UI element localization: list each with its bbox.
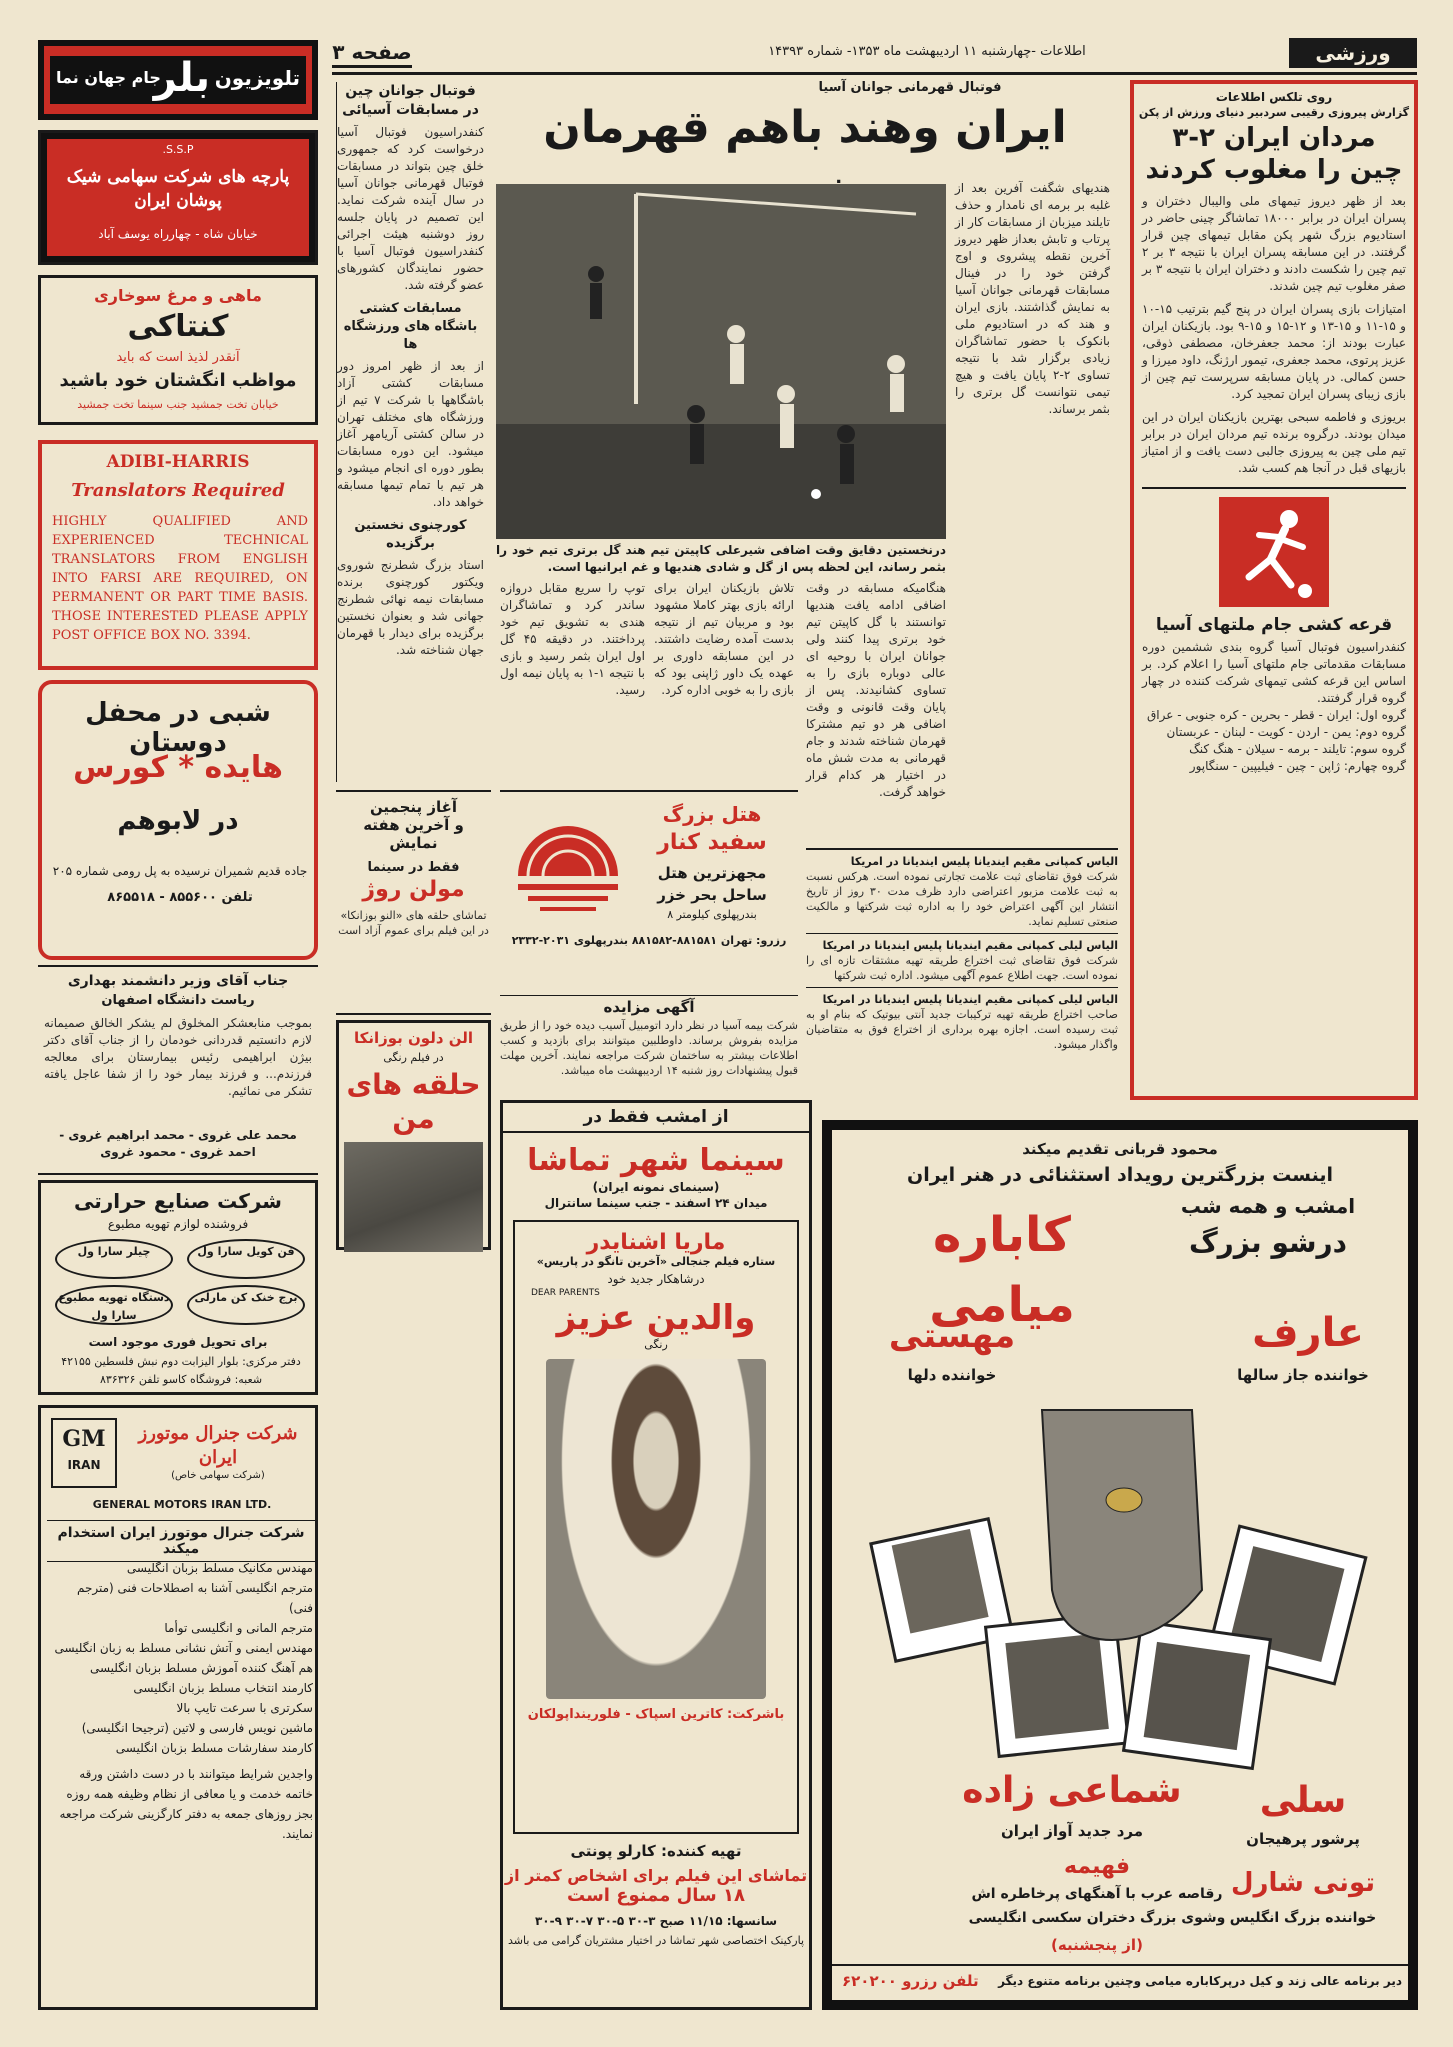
ad-gm-name-en: GENERAL MOTORS IRAN LTD.: [92, 1498, 272, 1511]
cabaret-line2: امشب و همه شب: [1180, 1194, 1356, 1218]
alain-title: حلقه های من: [346, 1068, 481, 1135]
molin-name: مولن روژ: [362, 877, 465, 902]
ad-party-line3: در لابوهم: [117, 806, 239, 836]
molin-line1: آغاز پنجمین: [369, 798, 458, 816]
cabaret-fahimeh-sub: رقاصه عرب با آهنگهای پرخاطره اش: [971, 1886, 1223, 1902]
cabaret-name: کاباره میامی: [929, 1207, 1075, 1333]
ad-heating-item: دستگاه تهویه مطبوع سارا ول: [55, 1285, 173, 1325]
ad-restaurant-line5: خیابان تخت جمشید جنب سینما تخت جمشید: [77, 398, 279, 411]
ad-heating: [38, 1180, 318, 1395]
youth-china-sub: مسابقات کشتی باشگاه های ورزشگاه ها: [343, 301, 478, 352]
cabaret-mahasti: مهستی: [888, 1316, 1016, 1356]
molin-note: تماشای حلقه های «النو بوزانکا» در این فیلم برای عموم آزاد است: [338, 909, 489, 937]
ad-cinema-tamasha: [500, 1100, 812, 2010]
ad-party: [38, 680, 318, 960]
ad-translators-body: HIGHLY QUALIFIED AND EXPERIENCED TECHNICAL TRANSLATORS FROM ENGLISH INTO FARSI ARE REQUIRED, ON PERMANENT OR PART TIME BASIS. THOSE INTERESTED PLEASE APPLY POST OFFICE BOX NO. 3394.: [52, 514, 308, 643]
ad-gm: [38, 1405, 318, 2010]
ad-cabaret: [822, 1120, 1418, 2010]
volley-headline1: مردان ایران ۲-۳: [1172, 123, 1376, 153]
ad-translators: [38, 440, 318, 670]
ad-heating-title: شرکت صنایع حرارتی: [74, 1189, 282, 1213]
notice-title: الیاس کمپانی مقیم ایندیانا پلیس ایندیانا در امریکا: [850, 855, 1118, 868]
notice: [806, 938, 1118, 988]
ad-heating-item: برج خنک کن مارلی: [187, 1285, 305, 1325]
ad-heating-items: [55, 1239, 305, 1329]
main-headline: ایران وهند باهم قهرمان: [543, 102, 1067, 153]
ad-heating-branch: شعبه: فروشگاه کاسو تلفن ۸۳۶۳۲۶: [99, 1373, 263, 1386]
gm-logo: [51, 1418, 117, 1488]
youth-china-headline: فوتبال جوانان چین در مسابقات آسیائی: [342, 83, 479, 118]
tamasha-lead: از امشب فقط در: [503, 1107, 809, 1133]
ad-restaurant-line1: ماهی و مرغ سوخاری: [94, 286, 262, 305]
cabaret-hand-illustration: [862, 1410, 1382, 1780]
ad-gm-line: کارمند سفارشات مسلط بزبان انگلیسی: [115, 1741, 313, 1755]
volley-body: بعد از ظهر دیروز تیمهای ملی والیبال دختران و پسران ایران در برابر ۱۸۰۰۰ تماشاگر چینی حاضر در استادیوم بزرگ شهر پکن مقابل تیمهای چین قرار گرفتند. در این مسابقه پسران ایران با نتیجه ۳ بر ۲ تیم چین را شکست دادند و دختران ایران با نتیجه ۳ بر صفر مغلوب تیم چین شدند.: [1142, 194, 1406, 293]
youth-china-body: کنفدراسیون فوتبال آسیا درخواست کرد که جمهوری خلق چین بتواند در مسابقات فوتبال قهرمانی جوانان آسیا در سال آینده شرکت نماید. این تصمیم در پایان جلسه روز دوشنبه هیئت اجرائی کنفدراسیون فوتبال آسیا با حضور نمایندگان کشورهای عضو گرفته شد.: [337, 125, 484, 292]
tamasha-poster: [513, 1220, 799, 1834]
volley-headline2: چین را مغلوب کردند: [1145, 155, 1403, 185]
cabaret-footer-text: دیر برنامه عالی زند و کیل درپرکاباره میامی وچنین برنامه متنوع دیگر: [998, 1974, 1402, 1988]
volley-draw-group: گروه سوم: تایلند - برمه - سیلان - هنگ کنگ: [1189, 742, 1406, 756]
cabaret-shamaizadeh: شماعی زاده: [962, 1770, 1182, 1811]
ad-condolence-title: جناب آقای وزیر دانشمند بهداری: [67, 973, 289, 989]
ad-gm-lines: [51, 1558, 313, 1998]
ad-gm-line: مهندس ایمنی و آتش نشانی مسلط به زبان انگلیسی: [54, 1641, 313, 1655]
ad-tv-cup: جام جهان نما: [56, 68, 161, 87]
article-youth-china: [336, 82, 484, 782]
tamasha-film-en: DEAR PARENTS: [531, 1288, 600, 1298]
legal-notices: [806, 848, 1118, 1098]
ad-gm-headline: شرکت جنرال موتورز ایران استخدام میکند: [47, 1520, 315, 1562]
ad-gm-name-fa: شرکت جنرال موتورز ایران: [138, 1423, 298, 1468]
main-col-1: هندیهای شگفت آفرین بعد از غلبه بر برمه ای نامدار و حذف تایلند میزبان از مسابقات کار از پرتاب و تابش بعداز ظهر دیروز آخرین نقطه پیشروی و اوج گرفتن خود را در فینال مسابقات قهرمانی جوانان آسیا به نمایش گذاشتند. بازی ایران و هند که در استادیوم ملی بانکوک با حضور تماشاگران زیادی برگزار شد با نتیجه تساوی ۲-۲ پایان یافت و هیچ تیمی نتوانست گل برتری را بثمر برساند.: [955, 181, 1110, 416]
notice: [806, 992, 1118, 1052]
cabaret-days: (از پنجشنبه): [1051, 1936, 1143, 1954]
ad-heating-note: برای تحویل فوری موجود است: [88, 1335, 268, 1349]
ad-tv-word-tv: تلویزیون: [214, 66, 300, 90]
ad-translators-firm: ADIBI-HARRIS: [106, 452, 250, 472]
ad-heating-address: دفتر مرکزی: بلوار الیزابت دوم نبش فلسطین ۴۲۱۵۵: [61, 1355, 301, 1368]
ad-gm-line: مترجم المانی و انگلیسی توأما: [164, 1621, 313, 1635]
ad-gm-line: مهندس مکانیک مسلط بزبان انگلیسی: [126, 1561, 313, 1575]
main-photo-caption: درنخستین دقایق وقت اضافی شیرعلی کاپیتن تیم هند گل برتری تیم خود را بثمر رساند، این لحظه پس از گل و شادی هندیها و غم ایرانیها است.: [496, 543, 946, 574]
notice-body: شرکت فوق تقاضای ثبت علامت تجارتی نموده است. هرکس نسبت به ثبت علامت مزبور اعتراضی دارد ظرف مدت ۳۰ روز از تاریخ انتشار این آگهی اعتراض خود را به اداره ثبت شرکتها و مالکیت صنعتی تسلیم نماید.: [806, 870, 1118, 928]
tamasha-color: رنگی: [644, 1338, 668, 1351]
volley-draw-body: کنفدراسیون فوتبال آسیا گروه بندی ششمین دوره مسابقات مقدماتی جام ملتهای آسیا را اعلام کرد. بر اساس این قرعه کشی تیمهای شرکت کننده در چهار گروه قرار گرفتند.: [1142, 640, 1406, 705]
ad-condolence: [38, 965, 318, 1175]
cabaret-salli: سلی: [1259, 1780, 1347, 1821]
ad-condolence-signers: محمد علی غروی - محمد ابراهیم غروی - احمد غروی - محمود غروی: [59, 1128, 297, 1159]
ad-heating-item: چیلر سارا ول: [55, 1239, 173, 1279]
ad-auction-title: آگهی مزایده: [603, 998, 695, 1016]
youth-china-body3: استاد بزرگ شطرنج شوروی ویکتور کورچنوی برنده مسابقات نیمه نهائی شطرنج جهانی شد و بعنوان نخستین برگزیده برای دیدار با قهرمان جهان شناخته شد.: [337, 558, 484, 657]
notice: [806, 854, 1118, 934]
cabaret-tony-sub: خواننده بزرگ انگلیس: [1229, 1910, 1377, 1926]
hotel-sun-icon: [508, 806, 628, 926]
page-label: صفحه ۳: [332, 36, 412, 68]
tamasha-sub: (سینمای نمونه ایران): [592, 1180, 720, 1194]
ad-hotel: [500, 790, 798, 990]
ad-hotel-line3: بندرپهلوی کیلومتر ۸: [667, 908, 757, 921]
ad-condolence-body: بموجب منابعشکر المخلوق لم یشکر الخالق صمیمانه لازم دانستیم قدردانی خودمان را از جناب آقای دکتر بیژن ابراهیمی رئیس بیمارستان برای معالجه فرزندم... و فرزند بیمار خود را از شفا عاجل یافته تشکر می نمائیم.: [44, 1016, 312, 1098]
ad-gm-line: ماشین نویس فارسی و لاتین (ترجیحا انگلیسی): [81, 1721, 313, 1735]
volley-body3: بریوزی و فاطمه سبحی بهترین بازیکنان ایران در این میدان بودند. درگروه برنده تیم مردان ایران در برابر تیم ملی چین به پیروزی جالبی دست یافت و از امتیاز بازیهای قبل در آنجا هم کسب شد.: [1142, 410, 1406, 475]
cabaret-tony: تونی شارل: [1230, 1868, 1376, 1898]
volley-body2: امتیازات بازی پسران ایران در پنج گیم بترتیب ۱۵-۱۰ و ۱۵-۱۱ و ۱۵-۱۳ و ۱۲-۱۵ و ۱۵-۹ بود. بازیکنان ایران عبارت بودند از: محمد جعفرخان، مصطفی ذوقی، عزیز پرتوی، محمد جعفری، تیمور ارژنگ، داود میرزا و حسن کمالی. در پایان مسابقه سرپرست تیم چین از بازی زیبای پسران ایران تمجید کرد.: [1142, 302, 1406, 401]
notice-body: صاحب اختراع طریقه تهیه ترکیبات جدید آنتی بیوتیک که بنام او به ثبت رسیده است. اجازه بهره برداری از اختراع فوق به متقاضیان واگذار میشود.: [806, 1008, 1118, 1051]
tamasha-photo: [546, 1359, 766, 1699]
molin-line3: نمایش: [389, 834, 438, 852]
ad-gm-line: سکرتری با سرعت تایپ بالا: [176, 1701, 313, 1715]
ad-gm-line: هم آهنگ کننده آموزش مسلط بزبان انگلیسی: [89, 1661, 313, 1675]
ad-gm-tag: (شرکت سهامی خاص): [171, 1470, 265, 1481]
cabaret-fahimeh: فهیمه: [1064, 1854, 1130, 1879]
tamasha-warning1: تماشای این فیلم برای اشخاص کمتر از: [504, 1866, 808, 1885]
ad-auction: [500, 995, 798, 1095]
ad-auction-body: شرکت بیمه آسیا در نظر دارد اتومبیل آسیب دیده خود را از طریق مزایده بفروش برساند. داوطلبین میتوانند برای بازدید و کسب اطلاعات بیشتر به ساختمان شرکت مراجعه نمایند. آخرین مهلت قبول پیشنهادات روز شنبه ۱۴ اردیبهشت ماه میباشد.: [500, 1019, 798, 1077]
ad-party-line2: هایده * کورس: [73, 750, 283, 785]
soccer-icon: [1219, 497, 1329, 607]
ad-party-phone: تلفن ۸۵۵۶۰۰ - ۸۶۵۵۱۸: [107, 890, 253, 905]
ad-hotel-logo: [508, 806, 628, 926]
notice-title: الیاس لیلی کمپانی مقیم ایندیانا پلیس ایندیانا در امریکا: [822, 939, 1118, 952]
tamasha-warning2: ۱۸ سال ممنوع است: [567, 1885, 745, 1906]
ad-gm-line: مترجم انگلیسی آشنا به اصطلاحات فنی (مترجم فنی): [76, 1581, 313, 1615]
tamasha-times: سانسها: ۱۱/۱۵ صبح ۳-۳۰ ۵-۳۰ ۷-۳۰ ۹-۳۰: [534, 1914, 778, 1928]
gm-logo-mark: GM: [62, 1426, 106, 1452]
ad-hotel-line1: مجهزترین هتل: [657, 864, 767, 882]
main-col-4: توپ را سریع مقابل دروازه ساندر کرد و تماشاگران هندی به تشویق تیم خود پرداختند. در دقیقه ۴۵ گل اول ایران بثمر رسید و بازی با نتیجه ۱-۱ به پایان نیمه اول رسید.: [500, 581, 645, 697]
notice-body: شرکت فوق تقاضای ثبت اختراع طریقه تهیه مشتقات تازه ای را نموده است. جهت اطلاع عموم آگهی میشود. اداره ثبت شرکتها: [806, 954, 1118, 982]
cabaret-inner: [832, 1130, 1408, 2000]
alain-label: در فیلم رنگی: [383, 1051, 444, 1064]
cabaret-arif: عارف: [1252, 1310, 1364, 1356]
ad-gm-line: واجدین شرایط میتوانند با در دست داشتن ورقه خاتمه خدمت و یا معافی از نظام وظیفه همه روزه بجز روزهای جمعه به دفتر کارگزینی شرکت مراجعه نمایند.: [59, 1767, 313, 1841]
ad-translators-title: Translators Required: [71, 480, 285, 501]
ad-hotel-phone: رزرو: تهران ۸۸۱۵۸۱-۸۸۱۵۸۲ بندرپهلوی ۲۰۳۱-۲۳۳۲: [511, 934, 787, 947]
cabaret-dancers: وشوی بزرگ دختران سکسی انگلیسی: [968, 1910, 1226, 1926]
ad-restaurant: [38, 275, 318, 425]
volley-draw-group: گروه اول: ایران - قطر - بحرین - کره جنوبی - عراق: [1146, 708, 1406, 722]
main-col-2: هنگامیکه مسابقه در وقت اضافی ادامه یافت هندیها توانستند با گل کاپیتن تیم خود برتری پیدا کنند ولی جوانان ایران با روحیه ای عالی دوباره بازی را به تساوی کشانیدند. پس از پایان وقت قانونی و وقت اضافی هر دو تیم مشترکا قهرمان شناخته شدند و جام قهرمانی به مدت شش ماه در اختیار هر کدام قرار خواهد گرفت.: [806, 581, 946, 799]
cabaret-presenter: محمود قربانی تقدیم میکند: [1022, 1140, 1218, 1158]
cabaret-phone: تلفن رزرو ۶۲۰۲۰۰: [842, 1972, 979, 1990]
cabaret-arif-sub: خواننده جاز سالها: [1237, 1366, 1369, 1384]
molin-line4: فقط در سینما: [367, 860, 460, 875]
notice-title: الیاس لیلی کمپانی مقیم ایندیانا پلیس ایندیانا در امریکا: [822, 993, 1118, 1006]
youth-china-body2: از بعد از ظهر امروز دور مسابقات کشتی آزاد باشگاهها با شرکت ۷ تیم از ورزشگاه های مختلف تهران در سالن کشتی آریامهر آغاز میشود. این دوره مسابقات بطور دوره ای انجام میشود و هر تیم با تمام تیمها مسابقه خواهد داد.: [337, 359, 484, 509]
tamasha-maker: تهیه کننده: کارلو پونتی: [570, 1842, 742, 1860]
soccer-player-icon: [1219, 497, 1329, 607]
cabaret-footer: [832, 1964, 1408, 2000]
ad-restaurant-line3: آنقدر لذیذ است که باید: [116, 350, 240, 365]
article-volley: [1130, 80, 1418, 1100]
main-col-3: تلاش بازیکنان ایران برای ارائه بازی بهتر کاملا مشهود بود و مربیان تیم از نتیجه بدست آمده رضایت داشتند. در این مسابقه داوری بر عهده یک داور ژاپنی بود که بازی را به خوبی اداره کرد.: [654, 581, 794, 697]
gm-logo-sub: IRAN: [67, 1458, 101, 1472]
masthead-rule: [332, 72, 1417, 75]
ad-carpet-title: پارچه های شرکت سهامی شیک پوشان ایران: [66, 167, 290, 211]
ad-carpet-inner: [47, 139, 309, 256]
ad-carpet: [38, 130, 318, 265]
tamasha-star-sub: ستاره فیلم جنجالی «آخرین تانگو در پاریس»: [536, 1255, 776, 1268]
cabaret-line1: اینست بزرگترین رویداد استثنائی در هنر ایران: [907, 1164, 1333, 1186]
ad-heating-item: فن کویل سارا ول: [187, 1239, 305, 1279]
ad-party-line1: شبی در محفل دوستان: [85, 698, 271, 758]
cabaret-line3: درشو بزرگ: [1188, 1226, 1348, 1259]
ad-restaurant-line4: مواظب انگشتان خود باشید: [59, 370, 297, 391]
soccer-photo-illustration: [496, 184, 946, 539]
ad-party-line4: جاده قدیم شمیران نرسیده به پل رومی شماره ۲۰۵: [52, 864, 308, 878]
ad-heating-subtitle: فروشنده لوازم تهویه مطبوع: [107, 1217, 249, 1231]
section-tab: ورزشی: [1289, 38, 1417, 68]
cabaret-mahasti-sub: خواننده دلها: [907, 1366, 997, 1384]
tamasha-producer-line: باشرکت: کاترین اسپاک - فلورینداپولکان: [527, 1707, 785, 1722]
volley-draw-group: گروه چهارم: ژاپن - چین - فیلیپین - سنگاپور: [1189, 759, 1406, 773]
alain-actor: الن دلون بوزانکا: [353, 1029, 474, 1047]
volley-draw-group: گروه دوم: یمن - اردن - کویت - لبنان - عربستان: [1166, 725, 1406, 739]
tamasha-star: ماریا اشنایدر: [586, 1230, 726, 1255]
tamasha-film-small: درشاهکار جدید خود: [607, 1272, 705, 1286]
ad-tv: [38, 40, 318, 120]
molin-line2: و آخرین هفته: [363, 816, 464, 834]
cabaret-salli-sub: پرشور پرهیجان: [1246, 1830, 1360, 1848]
volley-kicker: روی تلکس اطلاعات: [1215, 90, 1333, 104]
tamasha-film: والدین عزیز: [556, 1298, 756, 1338]
ad-carpet-address: خیابان شاه - چهارراه یوسف آباد: [98, 227, 258, 241]
ad-hotel-title: هتل بزرگ: [662, 802, 762, 826]
youth-china-sub2: کورچنوی نخستین برگزیده: [354, 518, 467, 551]
main-kicker: فوتبال قهرمانی جوانان آسیا: [818, 80, 1002, 95]
tamasha-footer: پارکینک اختصاصی شهر تماشا در اختیار مشتریان گرامی می باشد: [507, 1934, 805, 1947]
tamasha-name: سینما شهر تماشا: [527, 1143, 785, 1178]
cabaret-shamaizadeh-sub: مرد جدید آواز ایران: [1000, 1822, 1144, 1840]
volley-draw-title: قرعه کشی جام ملتهای آسیا: [1155, 615, 1393, 635]
ad-carpet-logo: S.S.P.: [162, 143, 194, 156]
volley-draw-box: [1142, 487, 1406, 775]
dateline: اطلاعات -چهارشنبه ۱۱ اردیبهشت ماه ۱۳۵۳- شماره ۱۴۳۹۳: [768, 44, 1086, 59]
hand-cards-illustration: [862, 1410, 1382, 1780]
ad-tv-brand: بلر: [153, 55, 210, 101]
masthead: [332, 36, 1417, 70]
ad-restaurant-name: کنتاکی: [127, 309, 229, 344]
volley-subkicker: گزارش پیروزی رقیبی سردبیر دنیای ورزش از پکن: [1138, 106, 1410, 119]
ad-cinema-alain: [336, 1020, 491, 1250]
alain-photo: [344, 1142, 483, 1252]
ad-hotel-line2: ساحل بحر خزر: [657, 886, 767, 904]
ad-tv-inner: [50, 56, 306, 104]
ad-condolence-subtitle: ریاست دانشگاه اصفهان: [101, 993, 255, 1008]
ad-hotel-name: سفید کنار: [657, 830, 767, 855]
main-photo: [496, 184, 946, 539]
tamasha-address: میدان ۲۴ اسفند - جنب سینما سانترال: [544, 1196, 768, 1210]
ad-gm-line: کارمند انتخاب مسلط بزبان انگلیسی: [133, 1681, 313, 1695]
ad-cinema-molin: [336, 790, 491, 1015]
